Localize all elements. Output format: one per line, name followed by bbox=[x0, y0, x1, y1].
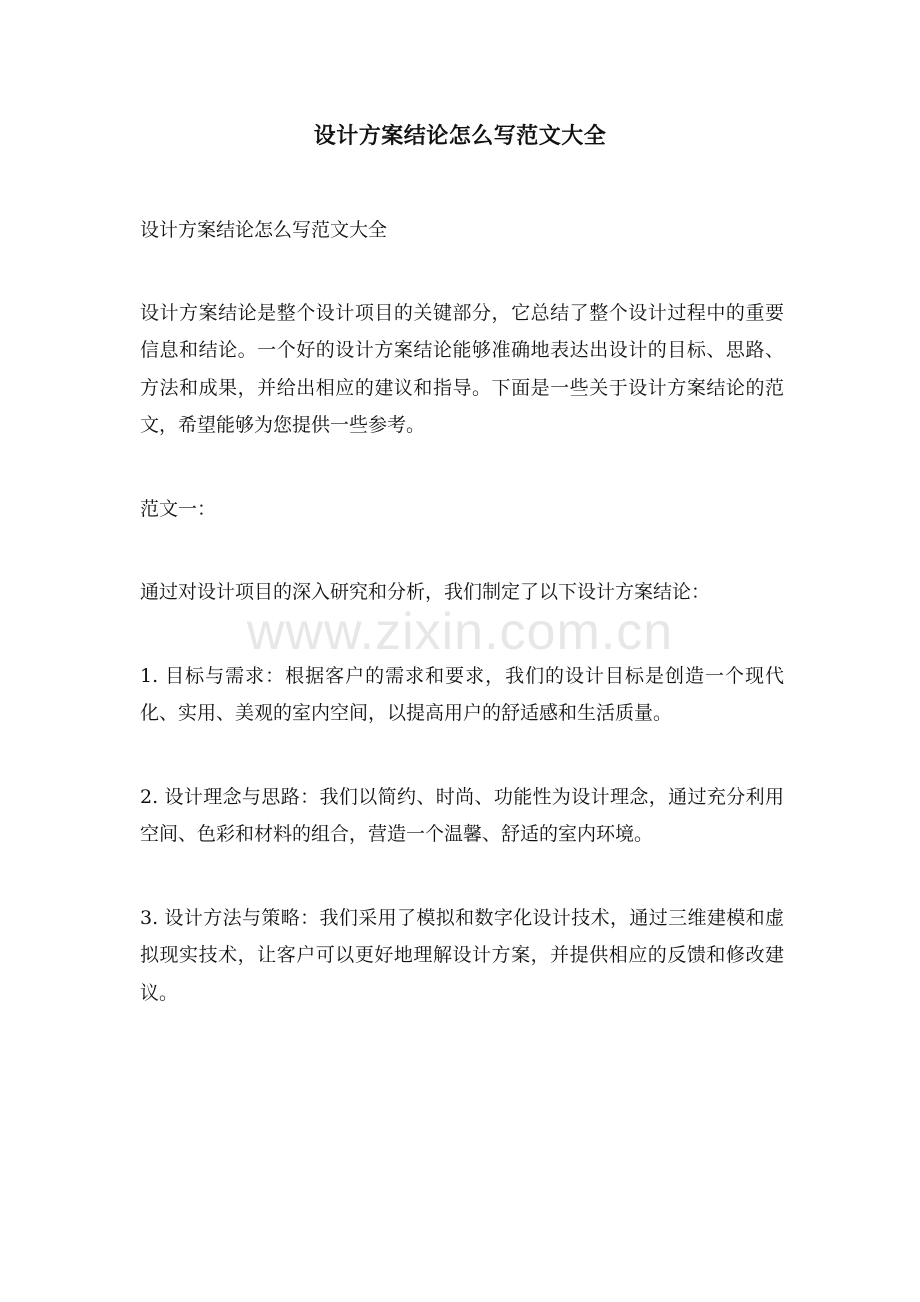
lead-paragraph: 通过对设计项目的深入研究和分析，我们制定了以下设计方案结论： bbox=[140, 581, 711, 603]
list-item: 2. 设计理念与思路：我们以简约、时尚、功能性为设计理念，通过充分利用空间、色彩和材料的组合，营造一个温馨、舒适的室内环境。 bbox=[140, 785, 784, 845]
section-heading: 范文一： bbox=[140, 497, 217, 520]
document-subtitle: 设计方案结论怎么写范文大全 bbox=[140, 219, 388, 241]
intro-paragraph: 设计方案结论是整个设计项目的关键部分，它总结了整个设计过程中的重要信息和结论。一个好的设计方案结论能够准确地表达出设计的目标、思路、方法和成果，并给出相应的建议和指导。下面是一些关于设计方案结论的范文，希望能够为您提供一些参考。 bbox=[140, 301, 784, 436]
list-item: 1. 目标与需求：根据客户的需求和要求，我们的设计目标是创造一个现代化、实用、美观的室内空间，以提高用户的舒适感和生活质量。 bbox=[140, 664, 784, 724]
watermark: www.zixin.com.cn bbox=[246, 603, 674, 661]
list-item: 3. 设计方法与策略：我们采用了模拟和数字化设计技术，通过三维建模和虚拟现实技术，让客户可以更好地理解设计方案，并提供相应的反馈和修改建议。 bbox=[140, 906, 784, 1004]
document-body bbox=[140, 212, 784, 1058]
document-title: 设计方案结论怎么写范文大全 bbox=[313, 123, 607, 149]
